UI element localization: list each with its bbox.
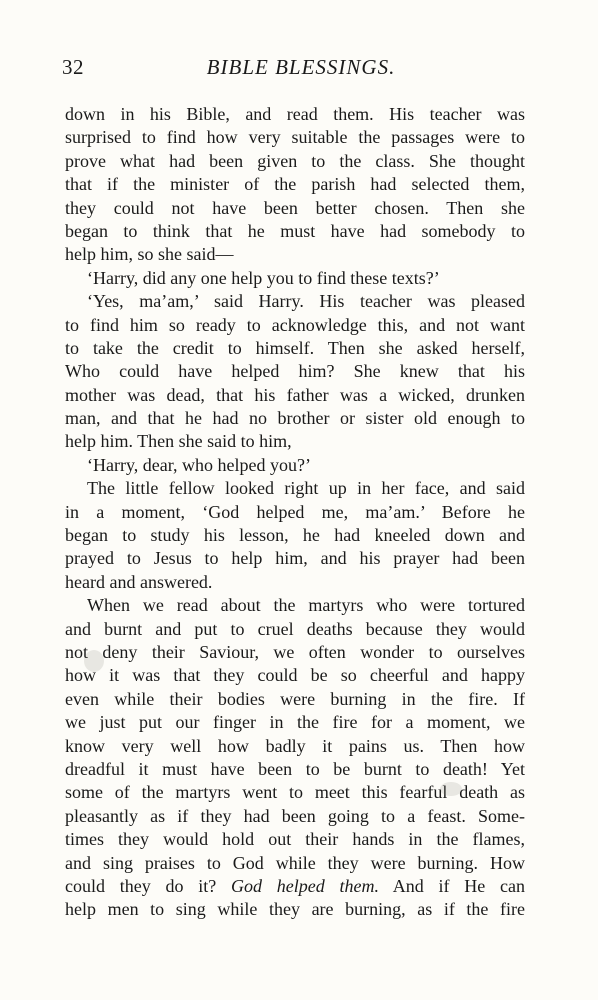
text-line: prove what had been given to the class. She thought — [65, 150, 525, 171]
text-line: they could not have been better chosen. Then she — [65, 197, 525, 218]
text-line: man, and that he had no brother or sister old enough to — [65, 408, 525, 429]
page-header — [62, 55, 540, 85]
text-line: help men to sing while they are burning, as if the fire — [65, 899, 525, 920]
text-line: times they would hold out their hands in the flames, — [65, 829, 525, 850]
text-line: ‘Harry, did any one help you to find these texts?’ — [87, 267, 440, 288]
text-line: to take the credit to himself. Then she asked herself, — [65, 337, 525, 358]
text-line: help him. Then she said to him, — [65, 431, 292, 452]
running-title: BIBLE BLESSINGS. — [206, 55, 396, 79]
text-line: and burnt and put to cruel deaths because they would — [65, 618, 525, 639]
text-line: ‘Harry, dear, who helped you?’ — [87, 454, 312, 475]
foxing-spot — [84, 650, 104, 672]
text-line: Who could have helped him? She knew that his — [65, 361, 525, 382]
text-line mixed-line — [65, 875, 525, 898]
text-line: even while their bodies were burning in the fire. If — [65, 688, 525, 709]
text-line: in a moment, ‘God helped me, ma’am.’ Before he — [65, 501, 525, 522]
text-fragment: could they do it? — [65, 875, 217, 896]
foxing-spot — [440, 782, 462, 796]
text-line: began to think that he must have had somebody to — [65, 220, 525, 241]
text-line: ‘Yes, ma’am,’ said Harry. His teacher was pleased — [87, 291, 525, 312]
text-line: that if the minister of the parish had selected them, — [65, 174, 525, 195]
text-line: When we read about the martyrs who were tortured — [87, 595, 525, 616]
text-line: The little fellow looked right up in her face, and said — [87, 478, 525, 499]
text-fragment: And if He can — [392, 875, 525, 896]
text-line: dreadful it must have been to be burnt to death! Yet — [65, 758, 525, 779]
text-line: down in his Bible, and read them. His teacher was — [65, 104, 525, 124]
text-line: to find him so ready to acknowledge this, and not want — [65, 314, 525, 335]
text-line: prayed to Jesus to help him, and his prayer had been — [65, 548, 525, 569]
text-line: not deny their Saviour, we often wonder to ourselves — [65, 641, 525, 662]
text-line: how it was that they could be so cheerful and happy — [65, 665, 525, 686]
text-line: know very well how badly it pains us. Then how — [65, 735, 525, 756]
text-line: began to study his lesson, he had kneeled down and — [65, 525, 525, 546]
text-line: help him, so she said— — [65, 244, 234, 265]
text-line: pleasantly as if they had been going to a feast. Some- — [65, 805, 525, 826]
text-line: mother was dead, that his father was a wicked, drunken — [65, 384, 525, 405]
page-number: 32 — [62, 55, 84, 79]
text-line: some of the martyrs went to meet this fearful death as — [65, 782, 525, 803]
italic-phrase: God helped them. — [231, 875, 379, 896]
text-line: and sing praises to God while they were burning. How — [65, 852, 525, 873]
text-line: heard and answered. — [65, 571, 213, 592]
body-text — [65, 103, 525, 922]
text-line: we just put our finger in the fire for a moment, we — [65, 712, 525, 733]
text-line: surprised to find how very suitable the passages were to — [65, 127, 525, 148]
